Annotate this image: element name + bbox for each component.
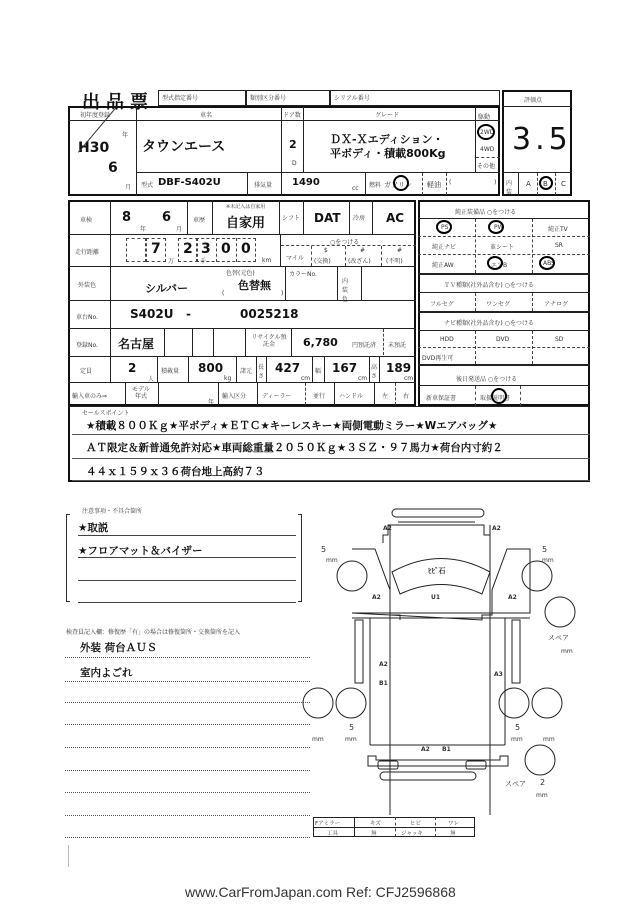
notes-label: 注意事項・不具合箇所 [82,508,143,515]
inspection-year: 8 [122,210,132,225]
load-value: 800 [198,361,224,375]
category-box: 類別区分番号 [246,90,330,106]
equip-sr[interactable]: SR [555,242,563,249]
inspection-month: 6 [162,210,172,225]
score-label: 評価点 [524,97,543,104]
capacity-label: 定員 [80,368,93,375]
interior-grade-b[interactable]: B [543,180,548,188]
recycle-value: 6,780 [303,336,338,349]
tire-depth-front-left: 5 [321,545,327,554]
mile-option[interactable]: マイル [286,255,304,262]
first-registration-label: 初年度登録 [80,112,111,119]
recycle-paid[interactable]: 円預託済 [352,342,377,349]
tools-value: 無 [371,831,377,837]
tv-fullseg[interactable]: フルセグ [430,301,454,308]
navi-dvd[interactable]: DVD [496,336,510,343]
note-line-text: ★取説 [78,522,109,534]
fuel-label: 燃料 [369,182,382,189]
spare-label-top: スペア [548,634,569,642]
damage-mark: A2 [508,594,517,601]
fuel-option-diesel[interactable]: 軽油 [427,181,441,189]
interior-grade-c[interactable]: C [561,180,566,188]
equip-airbag[interactable]: エアB [491,262,508,269]
later-manual-circle [491,388,507,404]
later-warranty[interactable]: 新車保証書 [426,395,457,402]
equip-abs-circle [539,256,555,270]
damage-mark: A2 [492,525,501,532]
mileage-digit-box-1 [126,238,146,262]
car-name-label: 車名 [200,112,213,119]
mileage-label: 走行距離 [75,249,100,256]
damage-mark: B1 [442,746,451,753]
color-no-label: カラーNo. [289,271,317,278]
grade-line2: 平ボディ・積載800Kg [330,147,446,160]
damage-mark: U1 [431,594,441,601]
registration-label: 登録No. [76,342,98,349]
mileage-digit: 3 [201,241,211,257]
equip-pw[interactable]: PW [494,224,504,231]
fuel-option-gasoline[interactable]: ガソリン [384,181,412,189]
import-parallel[interactable]: 並行 [313,393,326,400]
exterior-color-value: シルバー [145,282,188,295]
tire-rear-left-outer [303,688,333,718]
mileage-option-unknown[interactable]: (不明) [386,258,403,265]
handle-right[interactable]: 右 [403,393,410,400]
damage-mark: A2 [372,594,381,601]
width-value: 167 [332,361,358,375]
mileage-option-replaced[interactable]: (交換) [314,258,331,265]
tire-depth-front-right: 5 [542,545,548,554]
grade-label: グレード [375,112,400,119]
rear-bumper [380,772,476,780]
serial-box: シリアル番号 [330,90,500,106]
inspector-label: 検査員記入欄：修復歴「有」の場合は修復箇所・交換箇所を記入 [66,629,241,636]
height-value: 189 [386,361,412,375]
interior-color-label: 内装色 [342,278,349,303]
notes-bracket-left [66,514,70,602]
navi-hdd[interactable]: HDD [440,336,454,343]
mileage-digit: 0 [241,241,251,257]
model-value: DBF-S402U [158,177,221,188]
tire-depth-spare: 2 [540,778,546,787]
chassis-number: 0025218 [240,307,299,321]
equip-ps[interactable]: PS [441,224,449,231]
mileage-digit: 0 [221,241,231,257]
sales-point-line: ＡＴ限定＆新普通免許対応★車両総重量２０５０Ｋｇ★３ＳＺ・９７馬力★荷台内寸約２ [86,442,503,454]
tire-front-right [522,561,552,591]
doors-value: 2 [289,138,297,151]
damage-mark: A3 [494,671,503,678]
chassis-prefix: S402U [130,307,174,321]
shift-label: シフト [282,215,301,222]
equip-leather[interactable]: 革シート [490,244,515,251]
shift-value: DAT [314,211,341,225]
registration-value: 名古屋 [118,337,155,351]
equip-ps-circle [436,220,452,234]
equip-aw[interactable]: 純正AW [432,262,454,269]
front-bumper [392,509,484,517]
tire-rear-right-outer [532,688,562,718]
score-value: 3.5 [512,122,572,157]
length-value: 427 [275,361,301,375]
damage-mark: A2 [379,661,388,668]
spare-label-bottom: スペア [505,780,526,788]
equip-pw-circle [488,220,504,234]
fuel-selected-circle [393,175,409,191]
tire-front-left [337,561,367,591]
doors-label: ドア数 [283,112,301,119]
equip-navi[interactable]: 純正ナビ [432,244,457,251]
color-change-value: 色替無 [238,279,271,292]
usage-label: 車歴 [193,217,206,224]
tire-spare-top [545,597,575,627]
inspector-line-text: 室内よごれ [80,667,133,679]
drive-option-2wd[interactable]: 2WD [480,129,495,136]
tv-analog[interactable]: アナログ [544,301,569,308]
note-line-text: ★フロアマット＆バイザー [78,545,203,557]
tv-oneseg[interactable]: ワンセグ [486,301,511,308]
tire-spare-bottom [525,745,555,775]
exterior-color-label: 外装色 [78,282,97,289]
drive-option-other[interactable]: その他 [477,163,496,170]
tire-rear-right-inner [499,688,529,718]
damage-mark: B1 [379,680,388,687]
navi-sd[interactable]: SD [555,336,564,343]
usage-value: 自家用 [226,216,266,231]
damage-mark: A2 [421,746,430,753]
car-name-value: タウンエース [142,139,226,155]
displacement-value: 1490 [292,177,320,188]
inspection-label: 車検 [80,217,93,224]
capacity-value: 2 [128,361,137,375]
aircon-label: 冷房 [353,215,366,222]
mileage-digit: 2 [183,241,193,257]
later-manual[interactable]: 取扱説明書 [480,395,511,402]
drive-selected-circle [477,124,495,140]
load-label: 積載量 [161,368,180,375]
type-designation-box: 型式指定番号 [158,90,246,106]
handle-left[interactable]: 左 [382,393,389,400]
inspector-line-text: 外装 荷台ＡＵＳ [80,642,158,654]
recycle-label: リサイクル預託金 [251,334,287,348]
displacement-label: 排気量 [254,182,273,189]
interior-label: 内装 [506,180,513,196]
damage-mark: ﾋﾋﾞ石 [428,567,446,575]
equip-tv[interactable]: 純正TV [548,226,568,233]
aircon-value: AC [386,211,405,225]
first-registration-month: 6 [108,160,118,176]
damage-mark: A2 [383,525,392,532]
import-dealer[interactable]: ディーラー [262,393,292,400]
drive-option-4wd[interactable]: 4WD [480,146,495,153]
sales-point-line: ４４ｘ１５９ｘ３６荷台地上高約７３ [86,466,265,478]
equipment-title: 純正装備品 ○をつける [455,209,517,216]
model-label: 型式 [141,182,154,189]
drive-label: 駆動 [478,114,491,121]
interior-selected-circle [539,176,553,190]
later-title: 後日発送品 ○をつける [456,376,518,383]
sales-point-line: ★積載８００Ｋｇ★平ボディ★ＥＴＣ★キーレスキー★両側電動ミラー★Wエアバッグ★ [86,420,498,432]
tire-depth-rear-left-inner: 5 [349,723,355,732]
sales-points-label: セールスポイント [82,410,130,417]
dimensions-label: 諸元 [240,368,253,375]
grade-line1: ＤＸ-Ｘエディション・ [330,133,444,146]
windshield [392,559,490,595]
import-label: 輸入車のみ⇒ [72,393,108,400]
chassis-label: 車台No. [76,314,98,321]
tire-rear-left-inner [336,688,366,718]
sheet-title: 出品票 [82,92,154,113]
footer-watermark: www.CarFromJapan.com Ref: CFJ2596868 [185,884,456,900]
navi-dvd-play[interactable]: DVD再生可 [422,355,454,362]
tv-title: ＴＶ種類(社外品含む) ○をつける [444,282,534,289]
equip-abs[interactable]: ABS [543,260,555,267]
navi-title: ナビ種類(社外品含む) ○をつける [444,320,534,327]
jack-value: 無 [450,831,456,837]
tire-depth-rear-right-inner: 5 [515,723,521,732]
first-registration-era: H30 [78,140,110,156]
equip-airbag-circle [487,256,503,270]
mileage-digit: 7 [151,241,161,257]
mileage-option-tampered[interactable]: (改ざん) [348,258,371,265]
recycle-unpaid[interactable]: 未預託 [388,342,407,349]
interior-grade-a[interactable]: A [526,180,531,188]
